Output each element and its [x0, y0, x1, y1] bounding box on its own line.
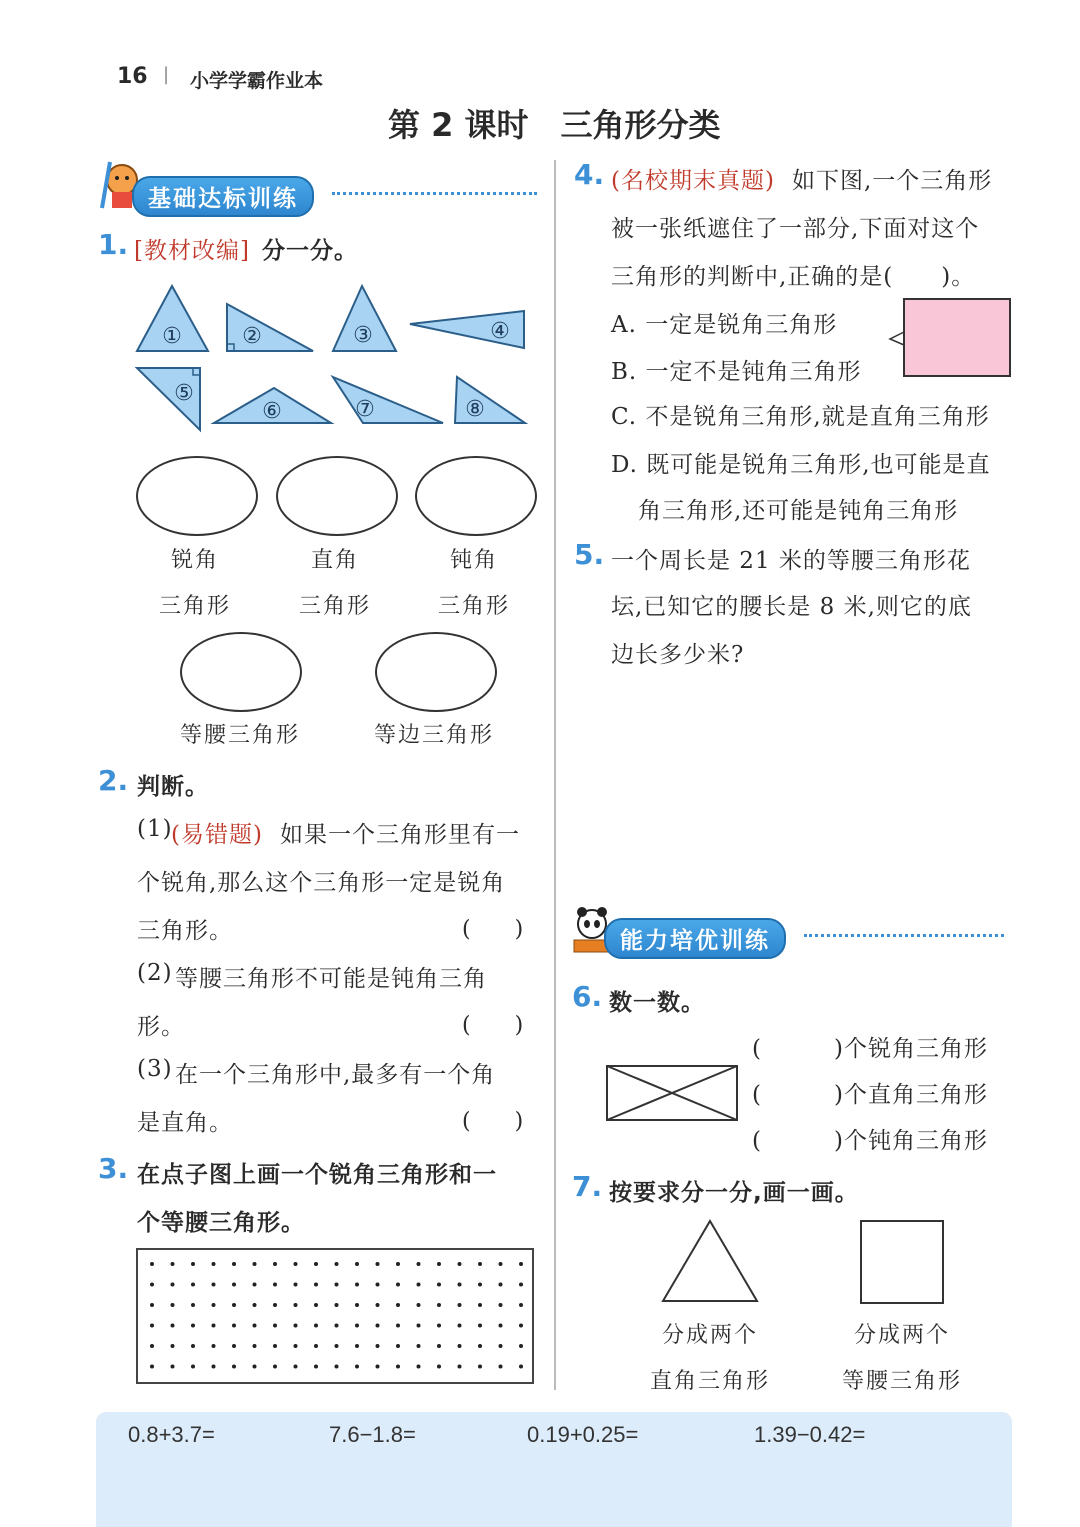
grid-dot[interactable]: [171, 1262, 175, 1266]
grid-dot[interactable]: [335, 1303, 339, 1307]
grid-dot[interactable]: [273, 1262, 277, 1266]
triangle-figures: [120, 278, 540, 438]
grid-dot[interactable]: [212, 1283, 216, 1287]
q2-number: 2.: [98, 764, 129, 797]
q4-line3: 三角形的判断中,正确的是( )。: [611, 264, 976, 290]
q3-line1: 在点子图上画一个锐角三角形和一: [137, 1162, 497, 1188]
grid-dot[interactable]: [376, 1365, 380, 1369]
acute-triangle-ellipse[interactable]: [136, 456, 258, 536]
q3-line2: 个等腰三角形。: [137, 1210, 305, 1236]
grid-dot[interactable]: [437, 1303, 441, 1307]
q2-item1-tag: (易错题): [171, 822, 263, 848]
grid-dot[interactable]: [519, 1262, 523, 1266]
isosceles-label: 等腰三角形: [179, 723, 300, 748]
grid-dot[interactable]: [171, 1303, 175, 1307]
right-label-1: 直角: [310, 548, 359, 573]
grid-dot[interactable]: [376, 1303, 380, 1307]
grid-dot[interactable]: [294, 1344, 298, 1348]
q4-number: 4.: [574, 158, 605, 191]
grid-dot[interactable]: [150, 1262, 154, 1266]
q5-line3: 边长多少米?: [611, 642, 745, 668]
footer-exercise-3: 0.19+0.25=: [527, 1422, 639, 1447]
section-basic-banner: 基础达标训练: [132, 176, 314, 217]
grid-dot[interactable]: [458, 1303, 462, 1307]
q6-right-count[interactable]: ( )个直角三角形: [752, 1082, 988, 1108]
grid-dot[interactable]: [376, 1262, 380, 1266]
grid-dot[interactable]: [396, 1344, 400, 1348]
covered-triangle-figure: [886, 296, 1014, 380]
q7-square[interactable]: [860, 1220, 944, 1304]
q5-number: 5.: [574, 538, 605, 571]
grid-dot[interactable]: [171, 1283, 175, 1287]
grid-dot[interactable]: [478, 1283, 482, 1287]
grid-dot[interactable]: [253, 1344, 257, 1348]
q2-item3-line1: 在一个三角形中,最多有一个角: [175, 1062, 496, 1088]
q7-number: 7.: [572, 1170, 603, 1203]
q7-triangle-label-2: 直角三角形: [649, 1369, 770, 1394]
q2-item1-line1: 如果一个三角形里有一: [280, 822, 520, 848]
q4-option-d-cont: 角三角形,还可能是钝角三角形: [638, 498, 959, 524]
grid-dot[interactable]: [191, 1262, 195, 1266]
book-title: 小学学霸作业本: [190, 70, 324, 92]
section-advanced-banner: 能力培优训练: [604, 918, 786, 959]
acute-label-1: 锐角: [170, 548, 219, 573]
grid-dot[interactable]: [150, 1283, 154, 1287]
grid-dot[interactable]: [396, 1324, 400, 1328]
grid-dot[interactable]: [355, 1283, 359, 1287]
obtuse-label-2: 三角形: [437, 594, 510, 619]
grid-dot[interactable]: [396, 1365, 400, 1369]
q2-item3-answer[interactable]: ( ): [462, 1109, 524, 1134]
triangle-label-3: ③: [353, 323, 373, 348]
grid-dot[interactable]: [417, 1324, 421, 1328]
q4-option-d[interactable]: D. 既可能是锐角三角形,也可能是直: [611, 452, 991, 478]
triangle-label-2: ②: [242, 324, 262, 349]
dot-grid[interactable]: [136, 1248, 534, 1384]
q4-line2: 被一张纸遮住了一部分,下面对这个: [611, 216, 980, 242]
q6-acute-count[interactable]: ( )个锐角三角形: [752, 1036, 988, 1062]
grid-dot[interactable]: [294, 1283, 298, 1287]
grid-dot[interactable]: [478, 1324, 482, 1328]
grid-dot[interactable]: [212, 1324, 216, 1328]
grid-dot[interactable]: [335, 1365, 339, 1369]
q6-obtuse-count[interactable]: ( )个钝角三角形: [752, 1128, 988, 1154]
q6-number: 6.: [572, 980, 603, 1013]
q5-line1: 一个周长是 21 米的等腰三角形花: [611, 548, 971, 574]
grid-dot[interactable]: [253, 1365, 257, 1369]
grid-dot[interactable]: [253, 1303, 257, 1307]
column-divider: [554, 160, 556, 1390]
triangle-label-7: ⑦: [355, 397, 375, 422]
grid-dot[interactable]: [355, 1344, 359, 1348]
banner-dotted-line: [332, 192, 537, 195]
rectangle-with-diagonals: [605, 1064, 739, 1122]
grid-dot[interactable]: [499, 1324, 503, 1328]
grid-dot[interactable]: [253, 1283, 257, 1287]
grid-dot[interactable]: [232, 1303, 236, 1307]
q2-item2-prefix: (2): [137, 960, 173, 986]
grid-dot[interactable]: [355, 1324, 359, 1328]
right-triangle-ellipse[interactable]: [276, 456, 398, 536]
grid-dot[interactable]: [437, 1365, 441, 1369]
equilateral-label: 等边三角形: [373, 723, 494, 748]
grid-dot[interactable]: [519, 1365, 523, 1369]
grid-dot[interactable]: [232, 1324, 236, 1328]
equilateral-triangle-ellipse[interactable]: [375, 632, 497, 712]
q4-option-c[interactable]: C. 不是锐角三角形,就是直角三角形: [611, 404, 990, 430]
q2-item2-line2: 形。: [137, 1014, 185, 1040]
grid-dot[interactable]: [314, 1344, 318, 1348]
grid-dot[interactable]: [253, 1324, 257, 1328]
grid-dot[interactable]: [437, 1344, 441, 1348]
grid-dot[interactable]: [294, 1365, 298, 1369]
grid-dot[interactable]: [499, 1344, 503, 1348]
right-label-2: 三角形: [298, 594, 371, 619]
q4-tag: (名校期末真题): [611, 168, 775, 194]
grid-dot[interactable]: [478, 1365, 482, 1369]
footer-practice-panel: [96, 1412, 1012, 1527]
grid-dot[interactable]: [499, 1303, 503, 1307]
grid-dot[interactable]: [396, 1262, 400, 1266]
grid-dot[interactable]: [396, 1303, 400, 1307]
grid-dot[interactable]: [458, 1344, 462, 1348]
triangle-7: [333, 377, 443, 423]
grid-dot[interactable]: [314, 1365, 318, 1369]
grid-dot[interactable]: [458, 1283, 462, 1287]
q2-item3-prefix: (3): [137, 1056, 173, 1082]
triangle-label-6: ⑥: [262, 399, 282, 424]
grid-dot[interactable]: [458, 1324, 462, 1328]
grid-dot[interactable]: [417, 1365, 421, 1369]
grid-dot[interactable]: [499, 1283, 503, 1287]
grid-dot[interactable]: [376, 1283, 380, 1287]
grid-dot[interactable]: [273, 1303, 277, 1307]
grid-dot[interactable]: [437, 1324, 441, 1328]
header-separator: |: [163, 64, 170, 85]
grid-dot[interactable]: [499, 1365, 503, 1369]
q4-option-a[interactable]: A. 一定是锐角三角形: [611, 312, 838, 338]
grid-dot[interactable]: [171, 1324, 175, 1328]
q5-line2: 坛,已知它的腰长是 8 米,则它的底: [611, 594, 972, 620]
grid-dot[interactable]: [314, 1324, 318, 1328]
grid-dot[interactable]: [273, 1365, 277, 1369]
grid-dot[interactable]: [355, 1262, 359, 1266]
footer-exercise-4: 1.39−0.42=: [754, 1422, 866, 1447]
grid-dot[interactable]: [355, 1365, 359, 1369]
grid-dot[interactable]: [335, 1283, 339, 1287]
obtuse-label-1: 钝角: [449, 548, 498, 573]
grid-dot[interactable]: [519, 1283, 523, 1287]
q7-triangle[interactable]: [660, 1218, 760, 1304]
obtuse-triangle-ellipse[interactable]: [415, 456, 537, 536]
q3-number: 3.: [98, 1152, 129, 1185]
grid-dot[interactable]: [519, 1324, 523, 1328]
grid-dot[interactable]: [417, 1303, 421, 1307]
grid-dot[interactable]: [437, 1283, 441, 1287]
grid-dot[interactable]: [212, 1365, 216, 1369]
grid-dot[interactable]: [417, 1283, 421, 1287]
grid-dot[interactable]: [232, 1365, 236, 1369]
q7-text: 按要求分一分,画一画。: [609, 1180, 859, 1206]
q2-item3-line2: 是直角。: [137, 1110, 233, 1136]
q7-square-label-2: 等腰三角形: [841, 1369, 962, 1394]
paper-cover: [904, 299, 1010, 376]
grid-dot[interactable]: [212, 1303, 216, 1307]
q2-item2-line1: 等腰三角形不可能是钝角三角: [175, 966, 487, 992]
q1-text: 分一分。: [262, 238, 358, 264]
grid-dot[interactable]: [417, 1262, 421, 1266]
grid-dot[interactable]: [150, 1344, 154, 1348]
q6-text: 数一数。: [609, 990, 705, 1016]
grid-dot[interactable]: [171, 1344, 175, 1348]
grid-dot[interactable]: [314, 1262, 318, 1266]
grid-dot[interactable]: [478, 1303, 482, 1307]
grid-dot[interactable]: [294, 1303, 298, 1307]
grid-dot[interactable]: [335, 1344, 339, 1348]
grid-dot[interactable]: [273, 1344, 277, 1348]
q2-item1-line2: 个锐角,那么这个三角形一定是锐角: [137, 870, 506, 896]
q4-option-b[interactable]: B. 一定不是钝角三角形: [611, 359, 862, 385]
grid-dot[interactable]: [294, 1324, 298, 1328]
grid-dot[interactable]: [396, 1283, 400, 1287]
grid-dot[interactable]: [519, 1303, 523, 1307]
footer-exercise-1: 0.8+3.7=: [128, 1422, 215, 1447]
q2-text: 判断。: [137, 774, 209, 800]
q2-item1-answer[interactable]: ( ): [462, 917, 524, 942]
grid-dot[interactable]: [150, 1303, 154, 1307]
grid-dot[interactable]: [519, 1344, 523, 1348]
triangle-label-5: ⑤: [174, 381, 194, 406]
page-number: 16: [117, 64, 148, 89]
grid-dot[interactable]: [458, 1262, 462, 1266]
grid-dot[interactable]: [335, 1324, 339, 1328]
q1-tag: [教材改编]: [134, 238, 250, 264]
grid-dot[interactable]: [253, 1262, 257, 1266]
q2-item1-line3: 三角形。: [137, 918, 233, 944]
grid-dot[interactable]: [376, 1324, 380, 1328]
triangle-label-8: ⑧: [465, 397, 485, 422]
q7-triangle-label-1: 分成两个: [661, 1323, 758, 1348]
isosceles-triangle-ellipse[interactable]: [180, 632, 302, 712]
grid-dot[interactable]: [191, 1283, 195, 1287]
grid-dot[interactable]: [232, 1283, 236, 1287]
triangle-label-4: ④: [490, 319, 510, 344]
grid-dot[interactable]: [191, 1365, 195, 1369]
grid-dot[interactable]: [314, 1283, 318, 1287]
grid-dot[interactable]: [314, 1303, 318, 1307]
grid-dot[interactable]: [458, 1365, 462, 1369]
grid-dot[interactable]: [355, 1303, 359, 1307]
q1-number: 1.: [98, 228, 129, 261]
triangle-label-1: ①: [162, 324, 182, 349]
grid-dot[interactable]: [478, 1344, 482, 1348]
grid-dot[interactable]: [294, 1262, 298, 1266]
grid-dot[interactable]: [191, 1344, 195, 1348]
q2-item1-prefix: (1): [137, 816, 173, 842]
grid-dot[interactable]: [376, 1344, 380, 1348]
grid-dot[interactable]: [478, 1262, 482, 1266]
grid-dot[interactable]: [171, 1365, 175, 1369]
grid-dot[interactable]: [191, 1303, 195, 1307]
grid-dot[interactable]: [150, 1365, 154, 1369]
grid-dot[interactable]: [499, 1262, 503, 1266]
acute-label-2: 三角形: [158, 594, 231, 619]
footer-exercise-2: 7.6−1.8=: [329, 1422, 416, 1447]
q2-item2-answer[interactable]: ( ): [462, 1013, 524, 1038]
grid-dot[interactable]: [232, 1262, 236, 1266]
triangle-2: [227, 304, 313, 351]
grid-dot[interactable]: [212, 1344, 216, 1348]
grid-dot[interactable]: [417, 1344, 421, 1348]
grid-dot[interactable]: [437, 1262, 441, 1266]
grid-dot[interactable]: [191, 1324, 195, 1328]
grid-dot[interactable]: [273, 1283, 277, 1287]
banner2-dotted-line: [804, 934, 1004, 937]
grid-dot[interactable]: [273, 1324, 277, 1328]
lesson-title: 第 2 课时 三角形分类: [388, 106, 721, 144]
q7-square-label-1: 分成两个: [853, 1323, 950, 1348]
grid-dot[interactable]: [212, 1262, 216, 1266]
q4-line1: 如下图,一个三角形: [792, 168, 993, 194]
grid-dot[interactable]: [150, 1324, 154, 1328]
grid-dot[interactable]: [232, 1344, 236, 1348]
grid-dot[interactable]: [335, 1262, 339, 1266]
